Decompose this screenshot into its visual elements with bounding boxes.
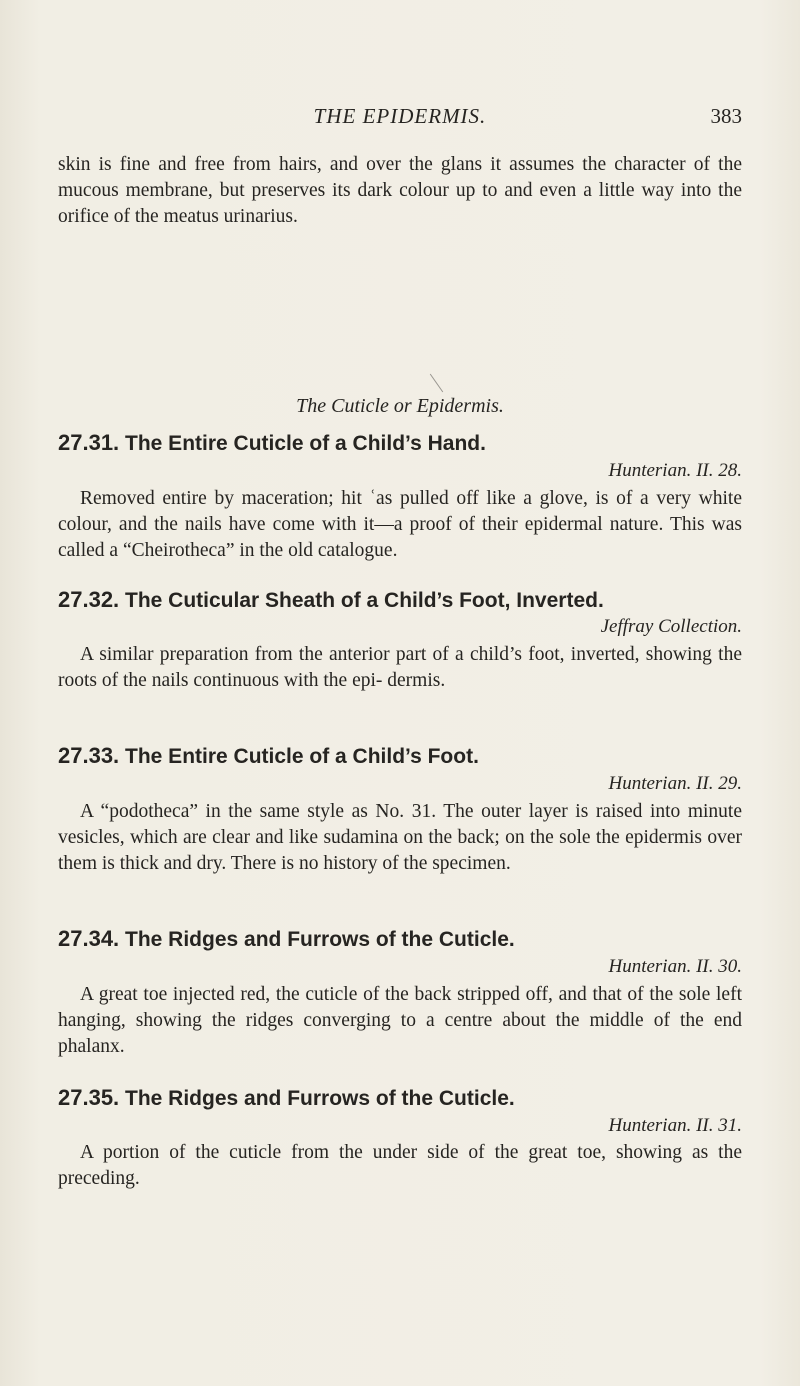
entry-title: The Entire Cuticle of a Child’s Hand. xyxy=(125,432,486,455)
page-header xyxy=(58,104,742,132)
intro-paragraph: skin is fine and free from hairs, and over the glans it assumes the character of the mucous membrane, but preserves its dark colour up to and even a little way into the orifice of the meatus urinarius. xyxy=(58,154,742,227)
entry-source: Hunterian. II. 28. xyxy=(608,460,742,481)
entry-heading-27-33 xyxy=(58,743,742,770)
entry-title: The Ridges and Furrows of the Cuticle. xyxy=(125,1087,515,1110)
entry-title: The Cuticular Sheath of a Child’s Foot, Inverted. xyxy=(125,589,604,612)
entry-body: A “podotheca” in the same style as No. 31. The outer layer is raised into minute vesicles, which are clear and like sudamina on the back; on the sole the epidermis over them is thick and dry. There is no history of the specimen. xyxy=(58,801,742,874)
entry-heading-27-34 xyxy=(58,926,742,953)
entry-heading-27-35 xyxy=(58,1085,742,1112)
entry-source: Hunterian. II. 30. xyxy=(608,956,742,977)
entry-number: 27.33. xyxy=(58,743,120,768)
entry-body: A great toe injected red, the cuticle of the back stripped off, and that of the sole left hanging, showing the ridges converging to a centre about the middle of the end phalanx. xyxy=(58,984,742,1057)
entry-number: 27.31. xyxy=(58,430,120,455)
pencil-mark xyxy=(430,374,443,393)
entry-title: The Ridges and Furrows of the Cuticle. xyxy=(125,928,515,951)
entry-body: A similar preparation from the anterior part of a child’s foot, inverted, showing the roots of the nails continuous with the epi- dermis. xyxy=(58,644,742,691)
page-number: 383 xyxy=(710,104,742,128)
entry-source: Jeffray Collection. xyxy=(600,616,742,637)
entry-title: The Entire Cuticle of a Child’s Foot. xyxy=(125,745,479,768)
section-title: The Cuticle or Epidermis. xyxy=(296,395,504,417)
entry-number: 27.32. xyxy=(58,587,120,612)
entry-heading-27-31 xyxy=(58,430,742,457)
entry-body: A portion of the cuticle from the under side of the great toe, showing as the preceding. xyxy=(58,1142,742,1189)
entry-number: 27.34. xyxy=(58,926,120,951)
entry-heading-27-32 xyxy=(58,587,742,614)
entry-number: 27.35. xyxy=(58,1085,120,1110)
running-head: THE EPIDERMIS. xyxy=(313,104,487,128)
entry-body: Removed entire by maceration; hit ʿas pulled off like a glove, is of a very white colour, and the nails have come with it—a proof of their epidermal nature. This was called a “Cheirotheca” in the old catalogue. xyxy=(58,488,742,561)
entry-source: Hunterian. II. 29. xyxy=(608,773,742,794)
entry-source: Hunterian. II. 31. xyxy=(608,1115,742,1136)
